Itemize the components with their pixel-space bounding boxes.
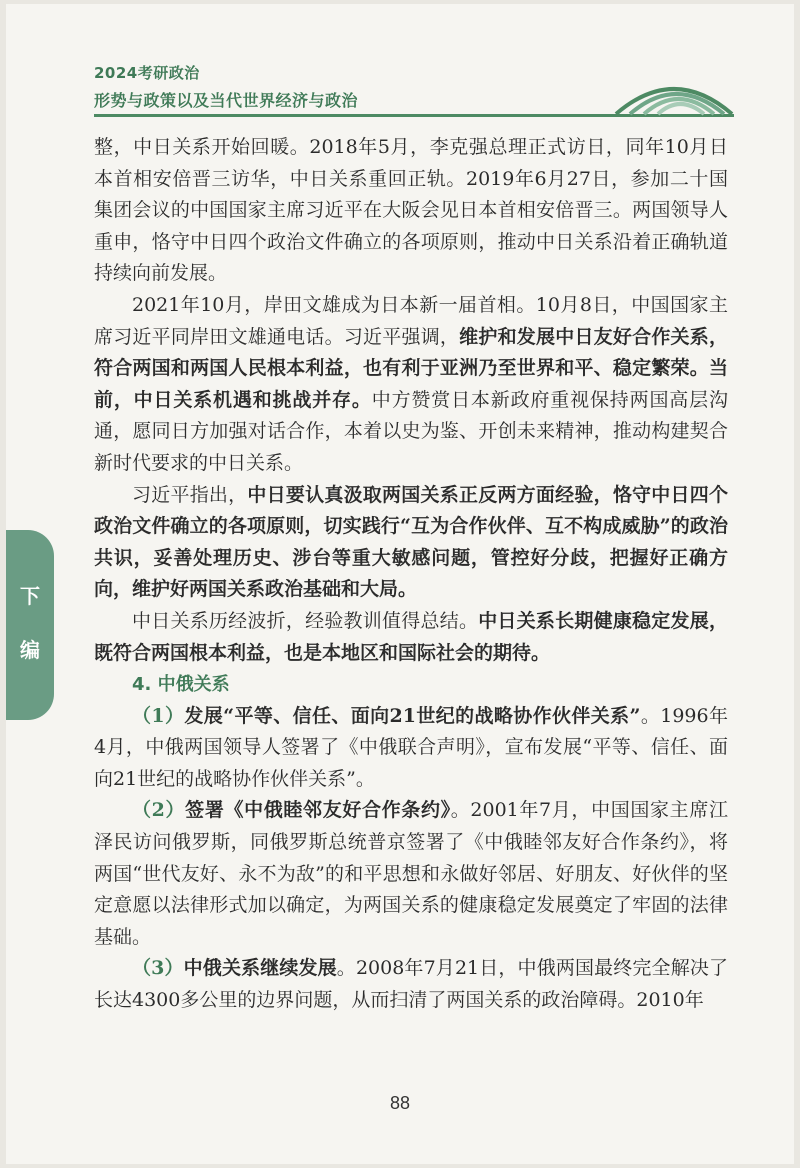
paragraph-6	[94, 795, 728, 953]
paragraph-4-intro: 中日关系历经波折，经验教训值得总结。	[132, 609, 479, 632]
header-book-title: 形势与政策以及当代世界经济与政治	[94, 91, 359, 110]
paragraph-4	[94, 606, 728, 669]
side-tab-char-1: 下	[20, 584, 40, 608]
paragraph-7	[94, 953, 728, 1016]
volume-side-tab	[6, 530, 54, 720]
paragraph-3-intro: 习近平指出，	[132, 483, 248, 506]
paragraph-4-emphasis: 中日关系长期健康稳定发展，既符合两国根本利益，也是本地区和国际社会的期待。	[94, 609, 728, 664]
paragraph-2	[94, 290, 728, 480]
section-heading-china-russia: 4. 中俄关系	[132, 674, 230, 696]
paragraph-3	[94, 480, 728, 606]
header-arc-decoration-icon	[614, 68, 734, 116]
item-1-text: 。1996年4月，中俄两国领导人签署了《中俄联合声明》，宣布发展“平等、信任、面向21世纪的战略协作伙伴关系”。	[94, 704, 728, 790]
item-3-text: 。2008年7月21日，中俄两国最终完全解决了长达4300多公里的边界问题，从而扫清了两国关系的政治障碍。2010年	[94, 957, 728, 1012]
item-number-3: （3）	[132, 957, 184, 980]
paragraph-3-emphasis: 中日要认真汲取两国关系正反两方面经验，恪守中日四个政治文件确立的各项原则，切实践行“互为合作伙伴、互不构成威胁”的政治共识，妥善处理历史、涉台等重大敏感问题，管控好分歧，把握好正确方向，维护好两国关系政治基础和大局。	[94, 483, 728, 601]
paragraph-2-rest: 中方赞赏日本新政府重视保持两国高层沟通，愿同日方加强对话合作，本着以史为鉴、开创未来精神，推动构建契合新时代要求的中日关系。	[94, 388, 728, 474]
running-header	[94, 62, 734, 122]
item-number-1: （1）	[132, 704, 185, 727]
side-tab-char-2: 编	[20, 638, 40, 662]
item-2-heading: 签署《中俄睦邻友好合作条约》	[185, 799, 451, 822]
paragraph-2-intro: 2021年10月，岸田文雄成为日本新一届首相。10月8日，中国国家主席习近平同岸田文雄通电话。习近平强调，	[94, 293, 728, 348]
paragraph-1: 整，中日关系开始回暖。2018年5月，李克强总理正式访日，同年10月日本首相安倍晋三访华，中日关系重回正轨。2019年6月27日，参加二十国集团会议的中国国家主席习近平在大阪会见日本首相安倍晋三。两国领导人重申，恪守中日四个政治文件确立的各项原则，推动中日关系沿着正确轨道持续向前发展。	[94, 136, 728, 285]
paragraph-2-emphasis: 维护和发展中日友好合作关系，符合两国和两国人民根本利益，也有利于亚洲乃至世界和平、稳定繁荣。当前，中日关系机遇和挑战并存。	[94, 325, 728, 411]
item-1-heading: 发展“平等、信任、面向21世纪的战略协作伙伴关系”	[184, 704, 641, 727]
paragraph-5	[94, 701, 728, 796]
header-exam-title: 2024考研政治	[94, 64, 200, 82]
page-number: 88	[389, 1093, 411, 1113]
item-2-text: 。2001年7月，中国国家主席江泽民访问俄罗斯，同俄罗斯总统普京签署了《中俄睦邻友好合作条约》，将两国“世代友好、永不为敌”的和平思想和永做好邻居、好朋友、好伙伴的坚定意愿以法律形式加以确定，为两国关系的健康稳定发展奠定了牢固的法律基础。	[94, 799, 728, 948]
item-3-heading: 中俄关系继续发展	[183, 957, 337, 980]
item-number-2: （2）	[132, 799, 186, 822]
body-text	[94, 132, 728, 1017]
